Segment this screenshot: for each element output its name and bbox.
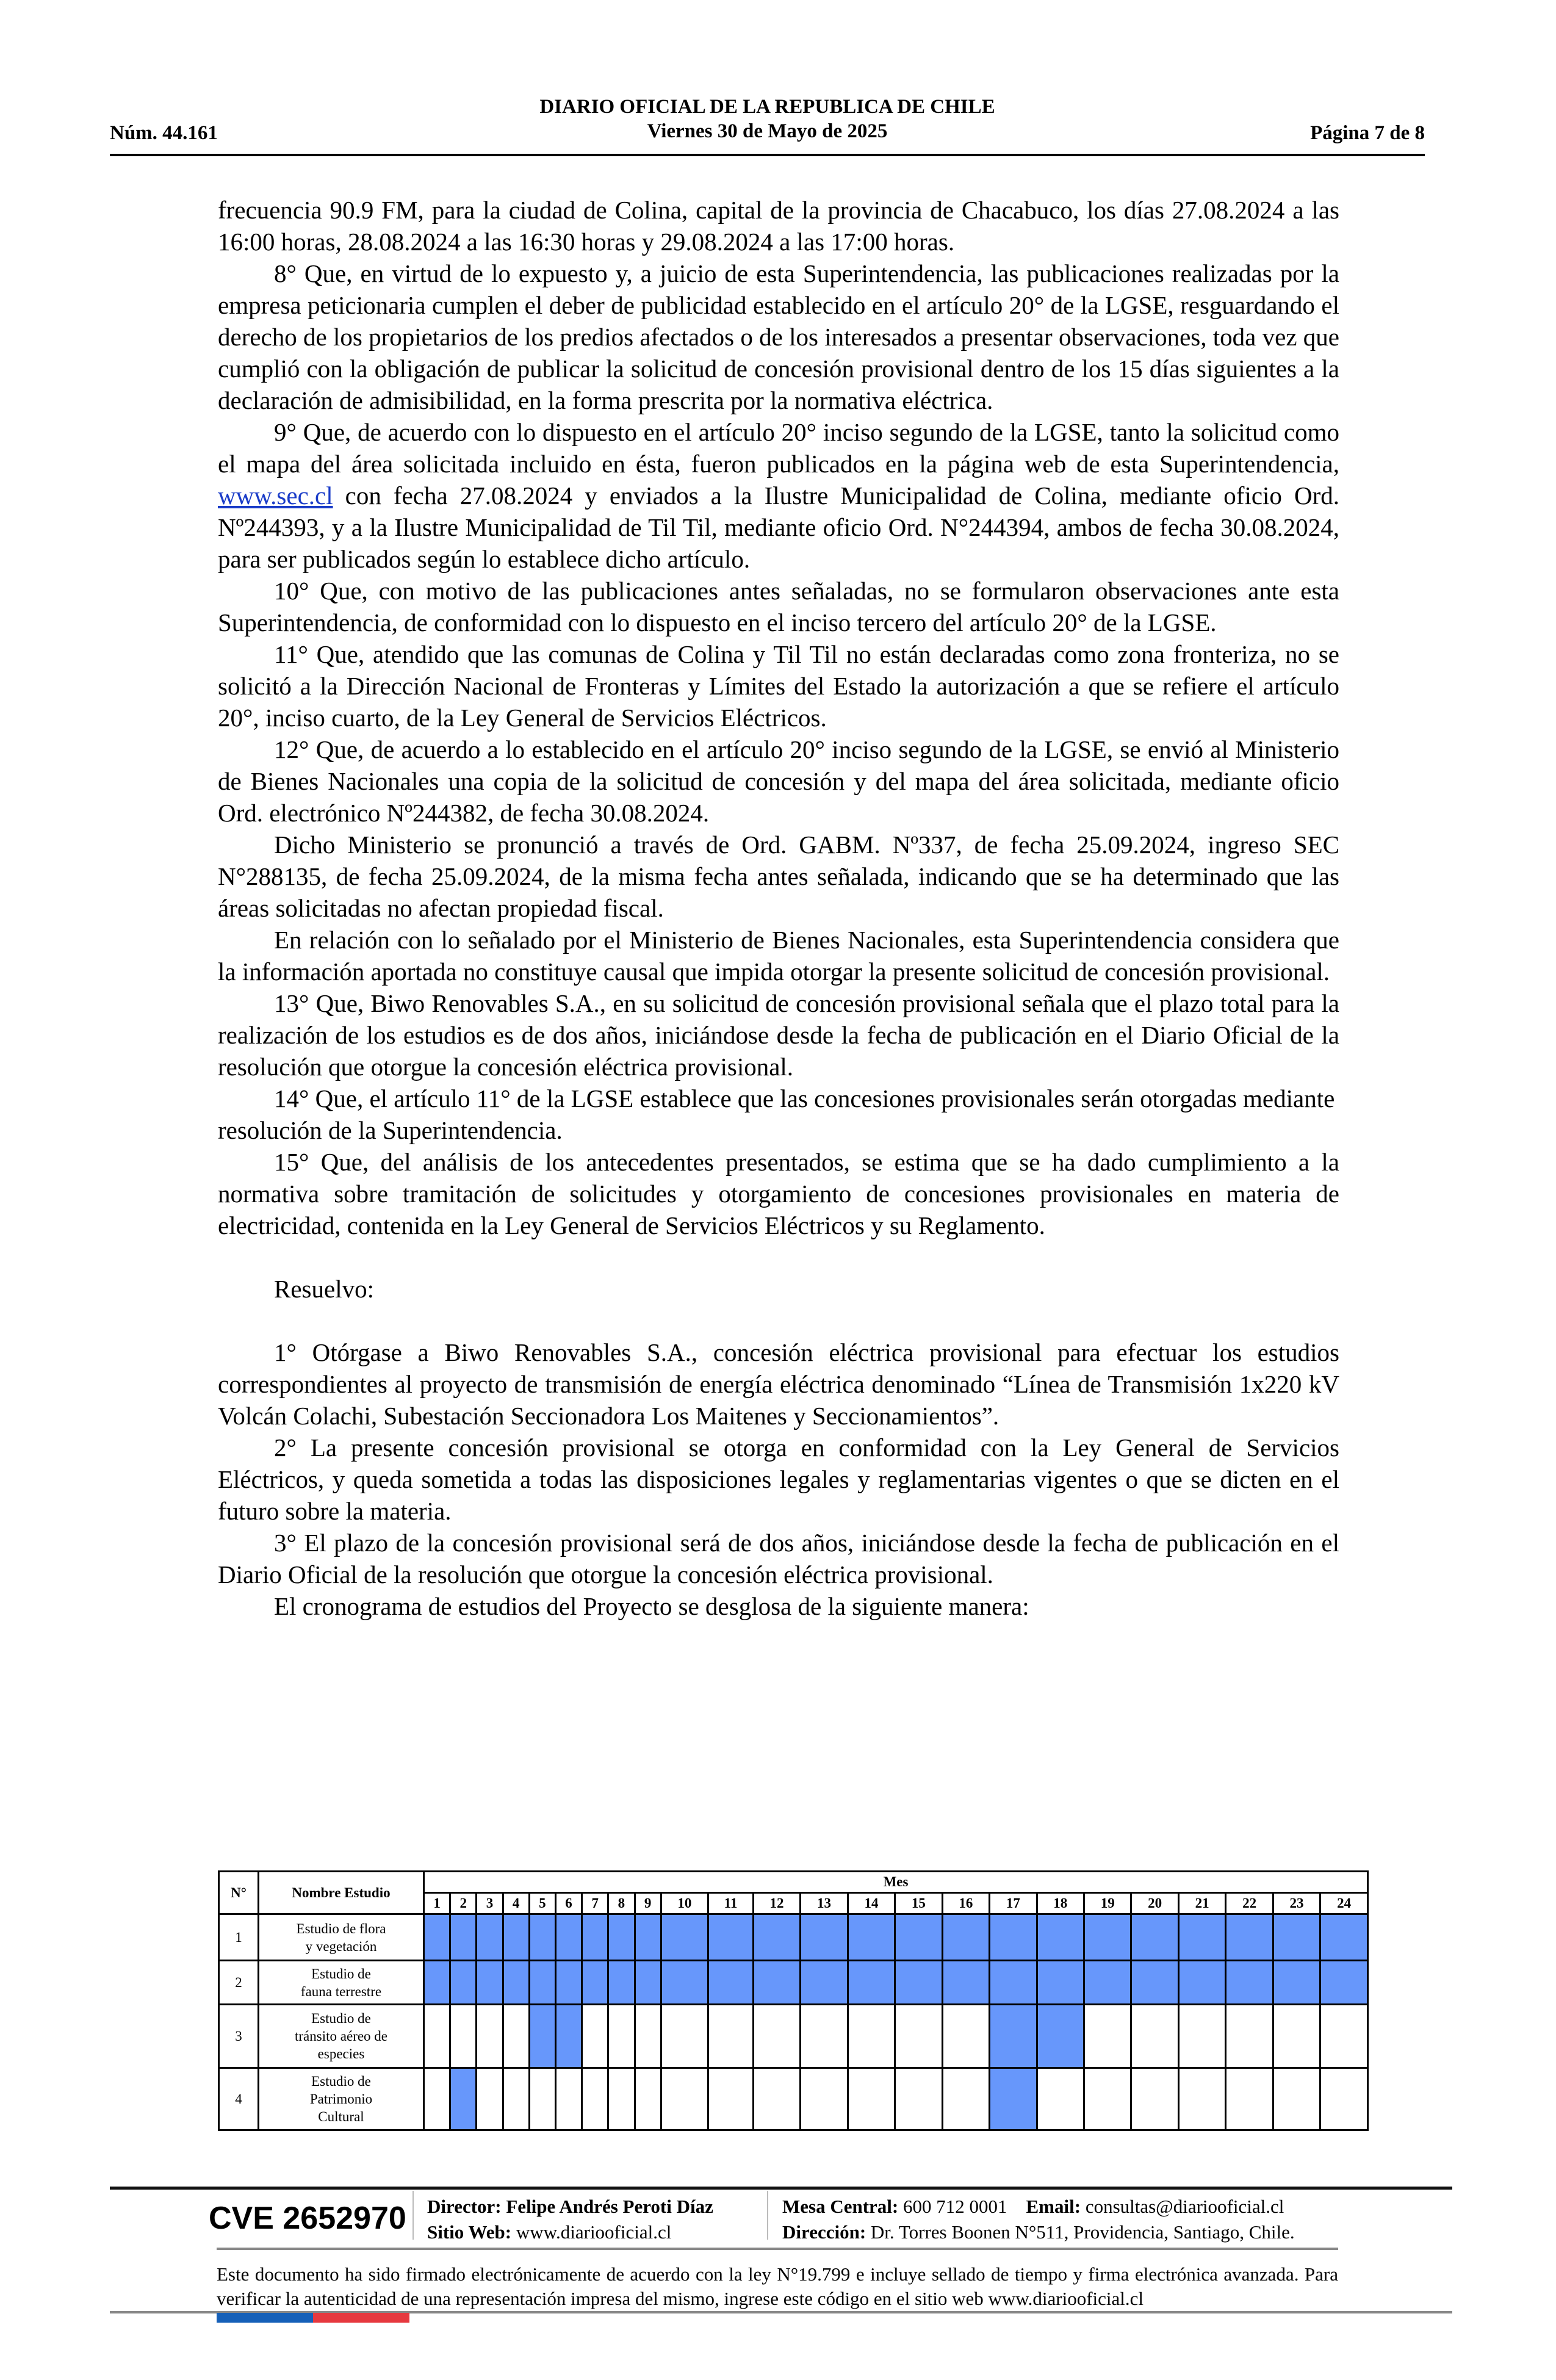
study-name-line: Patrimonio bbox=[309, 2091, 373, 2107]
schedule-cell-active bbox=[661, 1914, 708, 1961]
schedule-cell-active bbox=[942, 1961, 989, 2005]
schedule-cell-active bbox=[753, 1961, 800, 2005]
month-header: 15 bbox=[895, 1893, 942, 1914]
paragraph-text: Resuelvo: bbox=[274, 1275, 374, 1303]
schedule-cell-active bbox=[1226, 1961, 1273, 2005]
schedule-cell bbox=[708, 2068, 754, 2130]
schedule-cell bbox=[424, 2068, 450, 2130]
schedule-cell-active bbox=[529, 2005, 555, 2068]
phone-label: Mesa Central: bbox=[782, 2196, 899, 2217]
schedule-cell-active bbox=[1131, 1961, 1178, 2005]
schedule-cell-active bbox=[801, 1914, 848, 1961]
schedule-cell bbox=[450, 2005, 477, 2068]
study-name bbox=[259, 2068, 424, 2130]
schedule-cell bbox=[661, 2068, 708, 2130]
schedule-cell bbox=[753, 2068, 800, 2130]
schedule-cell-active bbox=[503, 1914, 529, 1961]
month-header: 8 bbox=[608, 1893, 635, 1914]
schedule-cell bbox=[1178, 2068, 1225, 2130]
schedule-cell-active bbox=[635, 1961, 661, 2005]
footer-divider bbox=[217, 2248, 1338, 2250]
paragraph bbox=[218, 1336, 1339, 1432]
footer-separator bbox=[767, 2191, 768, 2240]
schedule-cell-active bbox=[895, 1961, 942, 2005]
schedule-cell-active bbox=[801, 1961, 848, 2005]
schedule-cell-active bbox=[582, 1914, 608, 1961]
month-header: 24 bbox=[1320, 1893, 1368, 1914]
schedule-cell-active bbox=[942, 1914, 989, 1961]
email-link[interactable]: consultas@diariooficial.cl bbox=[1085, 2196, 1284, 2217]
schedule-cell-active bbox=[503, 1961, 529, 2005]
month-header: 23 bbox=[1273, 1893, 1320, 1914]
paragraph bbox=[218, 638, 1339, 734]
sec-website-link[interactable]: www.sec.cl bbox=[218, 481, 333, 510]
schedule-cell bbox=[1084, 2068, 1131, 2130]
column-header-name: Nombre Estudio bbox=[259, 1872, 424, 1914]
phone: 600 712 0001 bbox=[903, 2196, 1007, 2217]
paragraph bbox=[218, 1273, 1339, 1305]
paragraph bbox=[218, 1527, 1339, 1590]
schedule-cell-active bbox=[1037, 1914, 1084, 1961]
schedule-cell bbox=[503, 2005, 529, 2068]
schedule-cell bbox=[424, 2005, 450, 2068]
study-number: 4 bbox=[219, 2068, 259, 2130]
table-row bbox=[219, 2068, 1368, 2130]
footer-contact-block bbox=[782, 2194, 1295, 2245]
paragraph-text: con fecha 27.08.2024 y enviados a la Ilustre Municipalidad de Colina, mediante oficio Ord. Nº244393, y a la Ilustre Municipalidad de Til Til, mediante oficio Ord. N°244394, ambos de fecha 30.08.2024, para ser publicados según lo establece dicho artículo. bbox=[218, 481, 1339, 573]
paragraph bbox=[218, 258, 1339, 416]
schedule-cell bbox=[529, 2068, 555, 2130]
column-header-number: N° bbox=[219, 1872, 259, 1914]
schedule-cell bbox=[1273, 2005, 1320, 2068]
email-label: Email: bbox=[1026, 2196, 1081, 2217]
schedule-cell bbox=[582, 2005, 608, 2068]
director-name: Felipe Andrés Peroti Díaz bbox=[506, 2196, 713, 2217]
paragraph-text: El cronograma de estudios del Proyecto se desglosa de la siguiente manera: bbox=[274, 1592, 1029, 1620]
schedule-cell bbox=[503, 2068, 529, 2130]
footer-director-block bbox=[427, 2194, 713, 2245]
paragraph bbox=[218, 194, 1339, 258]
study-name-line: Estudio de bbox=[311, 2011, 371, 2026]
schedule-cell bbox=[1178, 2005, 1225, 2068]
schedule-cell-active bbox=[1273, 1961, 1320, 2005]
schedule-cell bbox=[555, 2068, 582, 2130]
schedule-cell-active bbox=[529, 1961, 555, 2005]
schedule-cell bbox=[582, 2068, 608, 2130]
schedule-cell bbox=[1226, 2068, 1273, 2130]
month-header: 17 bbox=[990, 1893, 1037, 1914]
paragraph-text: 15° Que, del análisis de los antecedentes presentados, se estima que se ha dado cumplimiento a la normativa sobre tramitación de solicitudes y otorgamiento de concesiones provisionales en materia de electricidad, contenida en la Ley General de Servicios Eléctricos y su Reglamento. bbox=[218, 1148, 1339, 1239]
paragraph-text: 2° La presente concesión provisional se otorga en conformidad con la Ley General de Servicios Eléctricos, y queda sometida a todas las disposiciones legales y reglamentarias vigentes o que se dicten en el futuro sobre la materia. bbox=[218, 1433, 1339, 1525]
study-name-line: Cultural bbox=[318, 2109, 364, 2124]
paragraph-text: 9° Que, de acuerdo con lo dispuesto en el artículo 20° inciso segundo de la LGSE, tanto la solicitud como el mapa del área solicitada incluido en ésta, fueron publicados en la página web de esta Superintendencia, bbox=[218, 418, 1339, 478]
schedule-cell-active bbox=[1178, 1961, 1225, 2005]
paragraph-text: 1° Otórgase a Biwo Renovables S.A., concesión eléctrica provisional para efectuar los estudios correspondientes al proyecto de transmisión de energía eléctrica denominado “Línea de Transmisión 1x220 kV Volcán Colachi, Subestación Seccionadora Los Maitenes y Seccionamientos”. bbox=[218, 1338, 1339, 1430]
document-body bbox=[218, 194, 1339, 1622]
schedule-cell-active bbox=[990, 1961, 1037, 2005]
study-name-line: Estudio de bbox=[311, 1966, 371, 1982]
schedule-cell-active bbox=[477, 1914, 503, 1961]
month-header: 1 bbox=[424, 1893, 450, 1914]
paragraph-text: frecuencia 90.9 FM, para la ciudad de Colina, capital de la provincia de Chacabuco, los días 27.08.2024 a las 16:00 horas, 28.08.2024 a las 16:30 horas y 29.08.2024 a las 17:00 horas. bbox=[218, 196, 1339, 256]
month-header: 22 bbox=[1226, 1893, 1273, 1914]
schedule-cell-active bbox=[1320, 1961, 1368, 2005]
flag-stripe-red bbox=[313, 2313, 409, 2323]
study-name-line: Estudio de flora bbox=[296, 1920, 386, 1936]
schedule-cell bbox=[942, 2068, 989, 2130]
schedule-cell-active bbox=[529, 1914, 555, 1961]
month-header: 19 bbox=[1084, 1893, 1131, 1914]
schedule-cell bbox=[1226, 2005, 1273, 2068]
study-name-line: tránsito aéreo de bbox=[295, 2028, 387, 2044]
legal-notice: Este documento ha sido firmado electrónicamente de acuerdo con la ley N°19.799 e incluye sellado de tiempo y firma electrónica avanzada. Para verificar la autenticidad de una representación impresa del mismo, ingrese este código en el sitio web www.diariooficial.cl bbox=[217, 2263, 1338, 2309]
study-name-line: especies bbox=[317, 2046, 365, 2061]
footer-separator bbox=[412, 2191, 414, 2240]
schedule-cell bbox=[708, 2005, 754, 2068]
paragraph-text: 10° Que, con motivo de las publicaciones antes señaladas, no se formularon observaciones ante esta Superintendencia, de conformidad con lo dispuesto en el inciso tercero del artículo 20° de la LGSE. bbox=[218, 577, 1339, 636]
schedule-cell bbox=[608, 2068, 635, 2130]
schedule-cell bbox=[635, 2068, 661, 2130]
schedule-cell bbox=[801, 2005, 848, 2068]
schedule-cell-active bbox=[608, 1961, 635, 2005]
cve-code: CVE 2652970 bbox=[209, 2201, 406, 2236]
schedule-cell-active bbox=[424, 1914, 450, 1961]
schedule-cell bbox=[661, 2005, 708, 2068]
schedule-cell-active bbox=[848, 1914, 895, 1961]
schedule-cell-active bbox=[1131, 1914, 1178, 1961]
month-header: 2 bbox=[450, 1893, 477, 1914]
month-header: 5 bbox=[529, 1893, 555, 1914]
schedule-cell-active bbox=[1037, 2005, 1084, 2068]
schedule-cell-active bbox=[450, 2068, 477, 2130]
schedule-cell bbox=[477, 2005, 503, 2068]
paragraph bbox=[218, 829, 1339, 924]
paragraph bbox=[218, 1146, 1339, 1241]
paragraph bbox=[218, 416, 1339, 575]
month-header: 14 bbox=[848, 1893, 895, 1914]
address-label: Dirección: bbox=[782, 2221, 866, 2243]
paragraph-text: En relación con lo señalado por el Ministerio de Bienes Nacionales, esta Superintendencia considera que la información aportada no constituye causal que impida otorgar la presente solicitud de concesión provisional. bbox=[218, 926, 1339, 986]
schedule-cell bbox=[1131, 2005, 1178, 2068]
paragraph-text: 12° Que, de acuerdo a lo establecido en el artículo 20° inciso segundo de la LGSE, se envió al Ministerio de Bienes Nacionales una copia de la solicitud de concesión y del mapa del área solicitada, mediante oficio Ord. electrónico Nº244382, de fecha 30.08.2024. bbox=[218, 735, 1339, 827]
month-header: 10 bbox=[661, 1893, 708, 1914]
schedule-cell-active bbox=[582, 1961, 608, 2005]
paragraph bbox=[218, 1083, 1339, 1146]
study-number: 2 bbox=[219, 1961, 259, 2005]
schedule-cell-active bbox=[608, 1914, 635, 1961]
study-name bbox=[259, 1914, 424, 1961]
schedule-cell-active bbox=[477, 1961, 503, 2005]
schedule-cell-active bbox=[990, 2068, 1037, 2130]
month-header: 3 bbox=[477, 1893, 503, 1914]
schedule-cell-active bbox=[708, 1914, 754, 1961]
month-header: 20 bbox=[1131, 1893, 1178, 1914]
web-label: Sitio Web: bbox=[427, 2221, 512, 2243]
paragraph-text: Dicho Ministerio se pronunció a través de Ord. GABM. Nº337, de fecha 25.09.2024, ingreso SEC N°288135, de fecha 25.09.2024, de la misma fecha antes señalada, indicando que se ha determinado que las áreas solicitadas no afectan propiedad fiscal. bbox=[218, 831, 1339, 922]
schedule-cell bbox=[801, 2068, 848, 2130]
table-row bbox=[219, 2005, 1368, 2068]
schedule-cell-active bbox=[1084, 1914, 1131, 1961]
paragraph-text: 3° El plazo de la concesión provisional será de dos años, iniciándose desde la fecha de publicación en el Diario Oficial de la resolución que otorgue la concesión eléctrica provisional. bbox=[218, 1529, 1339, 1588]
schedule-cell bbox=[608, 2005, 635, 2068]
schedule-cell-active bbox=[990, 1914, 1037, 1961]
schedule-cell-active bbox=[1178, 1914, 1225, 1961]
paragraph-text: 11° Que, atendido que las comunas de Colina y Til Til no están declaradas como zona fronteriza, no se solicitó a la Dirección Nacional de Fronteras y Límites del Estado la autorización a que se refiere el artículo 20°, inciso cuarto, de la Ley General de Servicios Eléctricos. bbox=[218, 640, 1339, 732]
schedule-cell-active bbox=[555, 1961, 582, 2005]
schedule-cell bbox=[477, 2068, 503, 2130]
study-name-line: fauna terrestre bbox=[300, 1983, 382, 1999]
schedule-cell-active bbox=[450, 1961, 477, 2005]
month-header: 18 bbox=[1037, 1893, 1084, 1914]
paragraph-text: 13° Que, Biwo Renovables S.A., en su solicitud de concesión provisional señala que el plazo total para la realización de los estudios es de dos años, iniciándose desde la fecha de publicación en el Diario Oficial de la resolución que otorgue la concesión eléctrica provisional. bbox=[218, 989, 1339, 1081]
schedule-cell bbox=[1037, 2068, 1084, 2130]
schedule-cell-active bbox=[1226, 1914, 1273, 1961]
page-number: Página 7 de 8 bbox=[1310, 122, 1425, 144]
paragraph bbox=[218, 1590, 1339, 1622]
schedule-cell bbox=[753, 2005, 800, 2068]
month-header: 9 bbox=[635, 1893, 661, 1914]
study-number: 3 bbox=[219, 2005, 259, 2068]
newspaper-title: DIARIO OFICIAL DE LA REPUBLICA DE CHILE bbox=[539, 96, 995, 118]
page-header bbox=[110, 95, 1425, 150]
month-header: 4 bbox=[503, 1893, 529, 1914]
month-header: 6 bbox=[555, 1893, 582, 1914]
schedule-cell bbox=[1084, 2005, 1131, 2068]
director-label: Director: bbox=[427, 2196, 502, 2217]
study-number: 1 bbox=[219, 1914, 259, 1961]
paragraph-text: 8° Que, en virtud de lo expuesto y, a juicio de esta Superintendencia, las publicaciones realizadas por la empresa peticionaria cumplen el deber de publicidad establecido en el artículo 20° de la LGSE, resguardando el derecho de los propietarios de los predios afectados o de los interesados a presentar observaciones, toda vez que cumplió con la obligación de publicar la solicitud de concesión provisional dentro de los 15 días siguientes a la declaración de admisibilidad, en la forma prescrita por la normativa eléctrica. bbox=[218, 259, 1339, 414]
study-name bbox=[259, 2005, 424, 2068]
schedule-cell bbox=[1131, 2068, 1178, 2130]
web-link[interactable]: www.diariooficial.cl bbox=[516, 2221, 672, 2243]
footer-divider bbox=[110, 2187, 1452, 2190]
table-row bbox=[219, 1961, 1368, 2005]
paragraph bbox=[218, 734, 1339, 829]
schedule-cell-active bbox=[1037, 1961, 1084, 2005]
study-name bbox=[259, 1961, 424, 2005]
schedule-cell-active bbox=[555, 2005, 582, 2068]
schedule-cell-active bbox=[990, 2005, 1037, 2068]
schedule-cell-active bbox=[848, 1961, 895, 2005]
address: Dr. Torres Boonen N°511, Providencia, Santiago, Chile. bbox=[870, 2221, 1295, 2243]
schedule-cell-active bbox=[708, 1961, 754, 2005]
schedule-cell-active bbox=[1320, 1914, 1368, 1961]
issue-number: Núm. 44.161 bbox=[110, 122, 218, 144]
month-header: 13 bbox=[801, 1893, 848, 1914]
paragraph bbox=[218, 575, 1339, 638]
header-row bbox=[219, 1872, 1368, 1893]
schedule-cell bbox=[895, 2005, 942, 2068]
column-header-month: Mes bbox=[424, 1872, 1368, 1893]
month-header: 7 bbox=[582, 1893, 608, 1914]
paragraph bbox=[218, 1432, 1339, 1527]
schedule-cell-active bbox=[635, 1914, 661, 1961]
month-header: 21 bbox=[1178, 1893, 1225, 1914]
schedule-cell-active bbox=[1273, 1914, 1320, 1961]
schedule-cell bbox=[1320, 2005, 1368, 2068]
study-schedule-table bbox=[218, 1870, 1369, 2131]
schedule-cell bbox=[1273, 2068, 1320, 2130]
schedule-cell-active bbox=[555, 1914, 582, 1961]
study-name-line: y vegetación bbox=[305, 1938, 377, 1954]
schedule-cell-active bbox=[895, 1914, 942, 1961]
schedule-cell-active bbox=[661, 1961, 708, 2005]
paragraph bbox=[218, 987, 1339, 1083]
paragraph-text: 14° Que, el artículo 11° de la LGSE establece que las concesiones provisionales serán otorgadas mediante resolución de la Superintendencia. bbox=[218, 1084, 1335, 1144]
header-divider bbox=[110, 154, 1425, 156]
schedule-cell bbox=[895, 2068, 942, 2130]
schedule-cell bbox=[635, 2005, 661, 2068]
paragraph bbox=[218, 924, 1339, 987]
schedule-cell-active bbox=[450, 1914, 477, 1961]
schedule-cell-active bbox=[424, 1961, 450, 2005]
masthead bbox=[110, 95, 1425, 143]
study-name-line: Estudio de bbox=[311, 2074, 371, 2089]
table-row bbox=[219, 1914, 1368, 1961]
schedule-cell-active bbox=[1084, 1961, 1131, 2005]
schedule-cell-active bbox=[753, 1914, 800, 1961]
month-header: 11 bbox=[708, 1893, 754, 1914]
flag-stripe-blue bbox=[217, 2313, 313, 2323]
schedule-cell bbox=[942, 2005, 989, 2068]
issue-date: Viernes 30 de Mayo de 2025 bbox=[647, 120, 888, 142]
schedule-cell bbox=[1320, 2068, 1368, 2130]
schedule-cell bbox=[848, 2068, 895, 2130]
month-header: 12 bbox=[753, 1893, 800, 1914]
schedule-cell bbox=[848, 2005, 895, 2068]
month-header: 16 bbox=[942, 1893, 989, 1914]
